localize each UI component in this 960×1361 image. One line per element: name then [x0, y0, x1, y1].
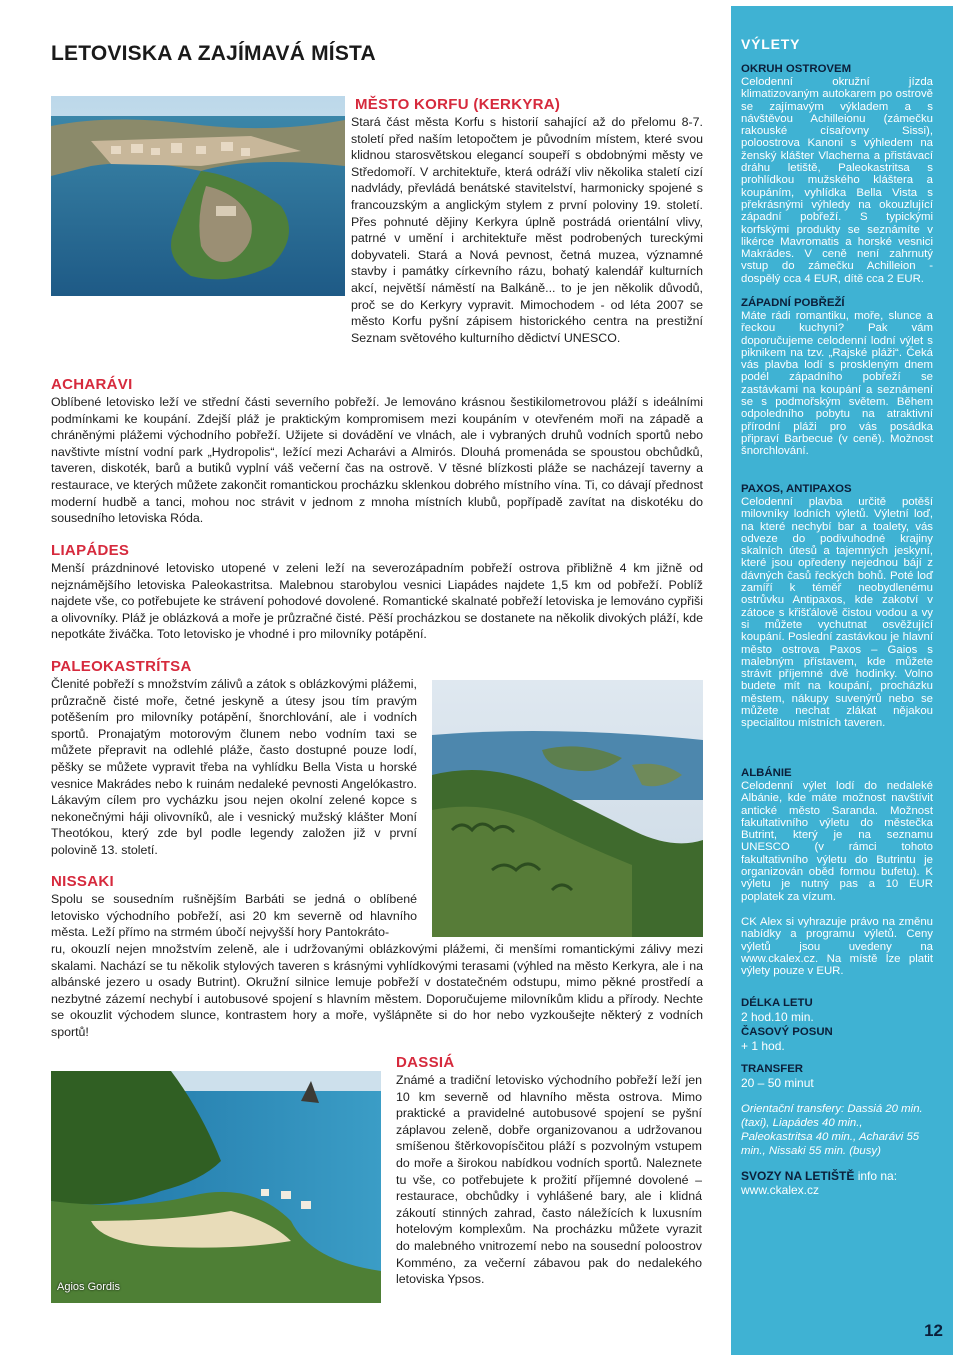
page-title: LETOVISKA A ZAJÍMAVÁ MÍSTA — [51, 42, 376, 65]
text-korfu: Stará část města Korfu s historií sahající až do přelomu 8-7. století před naším letopočtem je původním místem, které svou klidnou starosvětskou elegancí soupeří s obdobnými městy ve Středomoří. V architektuře, která odráží vliv několika staletí cizí nadvlády, převládá benátské stavitelství, harmonicky spojené s francouzským a anglickým stylem z první poloviny 19. století. Přes pohnuté dějiny Kerkyra úplně postrádá orientální vlivy, patrné v umění i architektuře měst podrobených tureckými dobyvateli. Stará a Nová pevnost, četná muzea, významné stavby i památky církevního rázu, bohatý kalendář kulturních akcí, největší náměstí na Balkáně... to je jen několik důvodů, proč se do Kerkyry vypravit. Mimochodem - od léta 2007 se město Korfu pyšní zápisem historického centra na prestižní Seznam světového kulturního dědictví UNESCO. — [351, 115, 703, 345]
trip-heading: OKRUH OSTROVEM — [741, 63, 852, 75]
trip-heading: PAXOS, ANTIPAXOS — [741, 483, 852, 495]
trip-heading: ZÁPADNÍ POBŘEŽÍ — [741, 297, 845, 309]
transfer-label: TRANSFER — [741, 1063, 804, 1075]
trip-text: Celodenní plavba určitě potěší milovníky lodních výletů. Výletní loď, na které nechybí bar a toalety, vás odveze do podivuhodné krajiny skalních útesů a tajemných jeskyní, které jsou opředeny nejednou bájí z dávných časů řeckých bohů. Poté loď zamíří k téměř neobydlenému ostrůvku Antipaxos, kde zakotví v zátoce s křišťálově čistou vodou a vy si můžete vychutnat osvěžující koupání. Poslední zastávkou je hlavní město ostrova Paxos – Gaios s malebným přístavem, kde můžete strávit příjemné dvě hodinky. Volno budete mít na koupání, procházku městem, nákupy suvenýrů nebo se můžete nechat zlákat nějakou specialitou místních taveren. — [741, 496, 933, 730]
photo-caption: Agios Gordis — [57, 1281, 120, 1293]
trips-note: CK Alex si vyhrazuje právo na změnu nabídky a programu výletů. Ceny výletů jsou uvedeny na www.ckalex.cz. Na místě lze platit výlety pouze v EUR. — [741, 916, 933, 978]
text-acharavi: Oblíbené letovisko leží ve střední části severního pobřeží. Je lemováno krásnou šestikilometrovou pláží s ideálními podmínkami ke koupání. Zdejší pláž je praktickým kompromisem mezi koupáním v otevřeném moři na západě a chráněnými plážemi východního pobřeží. Užijete si dovádění ve vlnách, ale i vybraných druhů vodních sportů nebo navštivte místní vodní park „Hydropolis“, ležící mezi Acharávi a Almirós. Dlouhá promenáda se spoustou obchůdků, taveren, diskoték, barů a butiků vyplní váš večerní čas na ostrově. V těsné blízkosti pláže se nacházejí taverny a restaurace, ve kterých můžete zakončit romantickou procházku sklenkou dobrého místního vína. Ti, co dávají přednost moderní hudbě a tanci, mohou noc strávit v jednom z mnoha místních klubů, popřípadě zavítat na diskotéku do sousedního letoviska Róda. — [51, 395, 703, 526]
text-nissaki-top: Spolu se sousedním rušnějším Barbáti se jedná o oblíbené letovisko východního pobřeží, asi 20 km severně od hlavního města. Leží přímo na strmém úbočí nejvyšší hory Pantokráto- — [51, 892, 417, 940]
trip-text: Celodenní výlet lodí do nedaleké Albánie, kde máte možnost navštívit antické město Saranda. Možnost fakultativního výletu do městečka Butrint, který je na seznamu UNESCO (v rámci tohoto fakultativního výletu do Butrintu je organizován oběd formou bufetu). K výletu je nutný pas a 10 EUR poplatek za vízum. — [741, 780, 933, 903]
photo-agios-gordis — [51, 1071, 381, 1303]
trip-text: Máte rádi romantiku, moře, slunce a řeckou kuchyni? Pak vám doporučujeme celodenní lodní výlet s piknikem na tzv. „Rajské pláži“. Čeká vás plavba lodí s proskleným dnem podél západního pobřeží se zastávkami na koupání a seznámení se s podmořským světem. Během odpoledního pobytu na atraktivní přírodní pláži pro vás posádka připraví Barbecue (v ceně). Možnost šnorchlování. — [741, 310, 933, 458]
heading-paleokastritsa: PALEOKASTRÍTSA — [51, 658, 192, 675]
trip-text: Celodenní okružní jízda klimatizovaným autokarem po ostrově se zajímavým výkladem a s návštěvou Achilleionu (zámečku rakouské císařovny Sissi), poloostrova Kanoni s výhledem na ženský klášter Vlacherna a přistávací dráhu letiště, Paleokastritsa s prohlídkou mužského kláštera a koupáním, vyhlídka Bella Vista s překrásnými výhledy na okouzlující západní pobřeží. S typickými korfskými produkty se seznámíte v likérce Mavromatis a horské vesnici Makrádes. V ceně není zahrnutý vstup do zámečku Achilleion - dospělý cca 4 EUR, dítě cca 2 EUR. — [741, 76, 933, 285]
airport-shuttle-info — [741, 1169, 941, 1197]
airport-shuttle-label: SVOZY NA LETIŠTĚ — [741, 1169, 855, 1183]
sidebar-trips — [731, 6, 953, 1355]
airport-shuttle-link[interactable]: info na: www.ckalex.cz — [741, 1169, 898, 1197]
text-paleokastritsa: Členité pobřeží s množstvím zálivů a zátok s oblázkovými plážemi, průzračně čisté moře, četné jeskyně a útesy jsou tím pravým potěšením pro milovníky potápění, šnorchlování, ale i vodních sportů. Pronajatým motorovým člunem nebo vodním taxi se můžete přepravit na odlehlé pláže, často dostupné pouze lodí, pěšky se můžete vypravit třeba na vyhlídku Bella Vista u horské vesnice Makrádes nebo k ruinám nedaleké pevnosti Angelókastro. Lákavým cílem pro vycházku jsou nejen okolní zelené kopce s nekonečnými háji olivovníků, ale i vesnický mužský klášter Moní Theotókou, který zde byl podle legendy založen již v první polovině 13. století. — [51, 677, 417, 857]
trip-heading: ALBÁNIE — [741, 767, 792, 779]
heading-nissaki: NISSAKI — [51, 873, 114, 890]
time-value: + 1 hod. — [741, 1039, 785, 1053]
transfer-value: 20 – 50 minut — [741, 1076, 814, 1090]
sidebar-title: VÝLETY — [741, 36, 801, 52]
heading-acharavi: ACHARÁVI — [51, 376, 133, 393]
heading-liapades: LIAPÁDES — [51, 542, 130, 559]
text-liapades: Menší prázdninové letovisko utopené v zeleni leží na severozápadním pobřeží ostrova přibližně 4 km jižně od nejznámějšího letoviska Paleokastritsa. Malebnou starobylou vesnici Liapádes najdete 1,5 km od pobřeží. Poblíž najdete vše, co potřebujete ke strávení pohodové dovolené. Romantické skalnaté pobřeží letoviska je lemováno cypřiši a olivovníky. Pláž je oblázková a moře je průzračné čisté. Pěší procházkou se dostanete na několik divokých pláží, kde nepotkáte živáčka. Toto letovisko je vhodné i pro milovníky potápění. — [51, 561, 703, 642]
flight-label: DÉLKA LETU — [741, 997, 813, 1009]
time-label: ČASOVÝ POSUN — [741, 1026, 833, 1038]
text-dassia: Známé a tradiční letovisko východního pobřeží leží jen 10 km severně od hlavního města ostrova. Mimo praktické a pravidelné autobusové spojení se pyšní záplavou zeleně, dobře organizovanou a udržovanou smíšenou štěrkovopísčitou pláží s pozvolným vstupem do moře a širokou nabídkou vodních sportů. Naleznete tu vše, co potřebujete k prožití příjemné dovolené – restaurace, obchůdky i vyhlášené bary, ale i klidná zákoutí stinných zahrad, často náležících k luxusním hotelovým komplexům. Na procházku můžete vyrazit do malebného vnitrozemí nebo na sousední poloostrov Komméno, za večerní zábavou pak do nedalekého letoviska Ypsos. — [396, 1073, 702, 1287]
page-number: 12 — [924, 1321, 943, 1340]
photo-paleokastritsa — [432, 680, 703, 937]
flight-value: 2 hod.10 min. — [741, 1010, 814, 1024]
heading-dassia: DASSIÁ — [396, 1054, 455, 1071]
transfer-note: Orientační transfery: Dassiá 20 min. (taxi), Liapádes 40 min., Paleokastritsa 40 min., Acharávi 55 min., Nissaki 55 min. (busy) — [741, 1103, 923, 1157]
heading-korfu: MĚSTO KORFU (KERKYRA) — [355, 96, 561, 113]
text-nissaki-rest: ru, okouzlí nejen množstvím zeleně, ale i udržovanými oblázkovými plážemi, či menšími romantickými zálivy mezi skalami. Nachází se tu několik stylových taveren s krásnými vyhlídkovými terasami (výhled na město Kerkyra, ale i na albánské jezero u osady Butrint). Okružní silnice lemuje pobřeží v dostatečném odstupu, mimo pěkné prostředí a nezbytné zázemí nechybí i autobusové spojení s hlavním městem. Doporučujeme milovníkům klidu a přírody. Nechte se okouzlit východem slunce, kontrastem hory a moře, vyšlápněte si do hor nebo vyzkoušejte některý z vodních sportů! — [51, 942, 703, 1039]
